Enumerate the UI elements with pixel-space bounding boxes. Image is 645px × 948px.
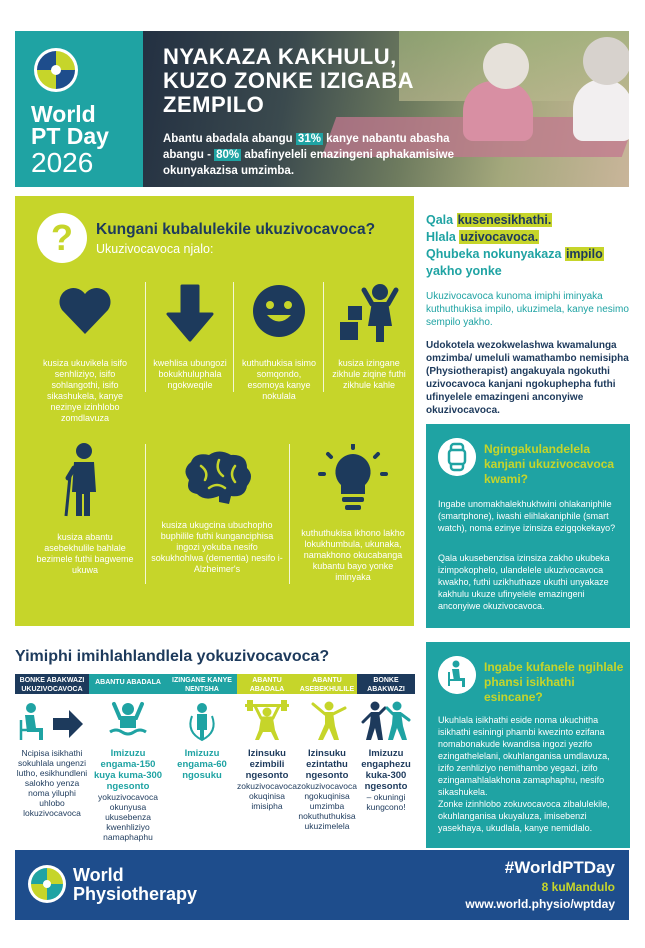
benefit-item: kusiza ukugcina ubuchopho buphilile futhi kunganciphisa ingozi yokuba nesifo sokukhohlwa (dementia) nesifo i-Alzheimer's	[151, 450, 283, 575]
logo-line2: PT Day	[31, 123, 109, 149]
guideline-header: IZINGANE KANYE NENTSHA	[167, 674, 237, 694]
smartwatch-icon	[438, 438, 476, 476]
page-title: NYAKAZA KAKHULU, KUZO ZONKE IZIGABA ZEMPILO	[163, 44, 414, 117]
website-link[interactable]: www.world.physio/wptday	[465, 897, 615, 911]
tracking-section	[426, 424, 630, 628]
guideline-header: BONKE ABAKWAZI UKUZIVOCAVOCA	[357, 674, 415, 694]
smiley-icon	[252, 284, 306, 338]
stat-adults: 31%	[297, 133, 321, 145]
guideline-column: Ncipisa isikhathi sokuhlala ungenzi lutho, esikhundleni salokho yenza noma yiluphi uhlobo lokuzivocavoca	[15, 700, 89, 818]
guideline-header: ABANTU ABADALA	[237, 674, 297, 694]
org-name: World Physiotherapy	[73, 865, 198, 904]
start-early-heading: Qala kusenesikhathi. Hlala uzivocavoca. Qhubeka nokunyakaza impilo yakho yonke	[426, 213, 603, 278]
elderly-cane-icon	[60, 442, 110, 518]
tracking-title: Ngingakulandelela kanjani ukuzivocavoca kwami?	[484, 442, 615, 486]
benefit-item: kuthuthukisa isimo somqondo, esomoya kanye nokulala	[239, 284, 319, 402]
guideline-column: Imizuzu engama-150 kuya kuma-300 ngesonto yokuzivocavoca okunyusa ukusebenza kwenhliziyo namaphaphu	[91, 700, 165, 842]
heart-icon	[57, 286, 113, 336]
benefit-item: kusiza ukuvikela isifo senhliziyo, isifo sohlangothi, isifo sikashukela, kanye nezinye izinhlobo zomdlavuza	[33, 286, 137, 424]
child-blocks-icon	[336, 282, 402, 344]
logo-mark-icon	[33, 47, 79, 93]
sitting-text-1: Ukuhlala isikhathi eside noma ukuchitha isikhathi esiningi phambi kwezinto ezifana nomabonakude kwandisa ingozi yezifo ezingathelelani, okuhlanganisa umdlavuza, izifo zenhliziyo nemithambo yegazi, izifo ezingamahlalakhona zamaphaphu, nesifo sikashukela.	[438, 715, 610, 797]
world-pt-day-logo	[15, 31, 143, 187]
start-early-text: Ukuzivocavoca kunoma imiphi iminyaka kuthuthukisa impilo, ukuzimela, kanye nesimo sempilo yakho.	[426, 291, 629, 328]
sitting-title: Ingabe kufanele ngihlale phansi isikhathi esincane?	[484, 660, 624, 704]
hashtag: #WorldPTDay	[504, 858, 615, 877]
event-date: 8 kuMandulo	[541, 880, 615, 894]
world-physiotherapy-logo-icon	[27, 864, 67, 904]
dancers-icon	[361, 700, 411, 742]
sitting-text-2: Zonke izinhlobo zokuvocavoca zibalulekile, okuhlanganisa ukuyaluza, imisebenzi yasekhaya, ukudlala, kanye nemidlalo.	[438, 799, 610, 833]
logo-year: 2026	[31, 147, 94, 178]
why-subtitle: Ukuzivocavoca njalo:	[96, 242, 214, 256]
tracking-text-1: Ingabe unomakhalekhukhwini ohlakaniphile (smartphone), iwashi elihlakaniphile (smart watch), noma ezinye izinsiza ezigqokekayo?	[438, 499, 616, 533]
balance-icon	[305, 700, 349, 742]
lightbulb-icon	[318, 444, 388, 516]
sitting-arrow-icon	[17, 700, 87, 742]
jump-rope-icon	[182, 700, 222, 742]
tracking-text-2: Qala ukusebenzisa izinsiza zakho ukubeka izimpokophelo, ulandelele ukuzivocavoca kwakho, futhi uzikhuthaze ukuthi unyakaze kakhulu ukuze ufinyelele emazingeni anconyiwe okuzivocavoca.	[438, 553, 610, 611]
why-section	[15, 196, 414, 626]
stat-youth: 80%	[216, 149, 240, 161]
arrow-down-icon	[165, 284, 215, 342]
guidelines-title: Yimiphi imihlahlandlela yokuzivocavoca?	[15, 648, 330, 665]
footer	[15, 850, 629, 920]
sitting-section	[426, 642, 630, 848]
guideline-column: Izinsuku ezintathu ngesonto zokuzivocavoca ngokuqinisa umzimba nokuthuthukisa ukuzimelela	[297, 700, 357, 831]
physio-advice-text: Udokotela wezokwelashwa kwamalunga omzimba/ umeluli wamathambo nemisipha (Physiotherapist) angakuyala ngokuthi uzivocavoca kanjani ngokuphepha futhi ufinyelele emazingeni anconyiwe okuzivocavoca.	[426, 340, 629, 416]
header-subtitle: Abantu abadala abangu 31% kanye nabantu abasha abangu - 80% abafinyeleli emazingeni aphakamisiwe okunyakazisa umzimba.	[163, 133, 454, 177]
guideline-header: ABANTU ASEBEKHULILE	[297, 674, 357, 694]
why-title: Kungani kubalulekile ukuzivocavoca?	[96, 221, 376, 238]
start-early-section	[426, 212, 632, 417]
question-icon: ?	[37, 213, 87, 263]
benefit-item: kuthuthukisa ikhono lakho lokukhumbula, ukunaka, namakhono okucabanga kubantu bayo yonke iminyaka	[297, 444, 409, 583]
guideline-column: Imizuzu engama-60 ngosuku	[167, 700, 237, 781]
brain-icon	[179, 450, 255, 506]
guideline-column: Imizuzu engaphezu kuka-300 ngesonto – okuningi kungcono!	[357, 700, 415, 812]
weightlifter-icon	[243, 700, 291, 742]
swimmer-icon	[108, 700, 148, 742]
person-sitting-icon	[438, 656, 476, 694]
header-banner	[15, 31, 629, 187]
guideline-column: Izinsuku ezimbili ngesonto zokuzivocavoca okuqinisa imisipha	[237, 700, 297, 811]
benefit-item: kusiza abantu asebekhulile bahlale bezimele futhi bagweme ukuwa	[33, 442, 137, 576]
benefit-item: kwehlisa ubungozi bokukhuluphala ngokweqile	[153, 284, 227, 391]
guideline-header: BONKE ABAKWAZI UKUZIVOCAVOCA	[15, 674, 89, 694]
guideline-header: ABANTU ABADALA	[89, 674, 167, 694]
benefit-item: kusiza izingane zikhule ziqine futhi zikhule kahle	[329, 282, 409, 391]
logo-line1: World	[31, 101, 96, 127]
